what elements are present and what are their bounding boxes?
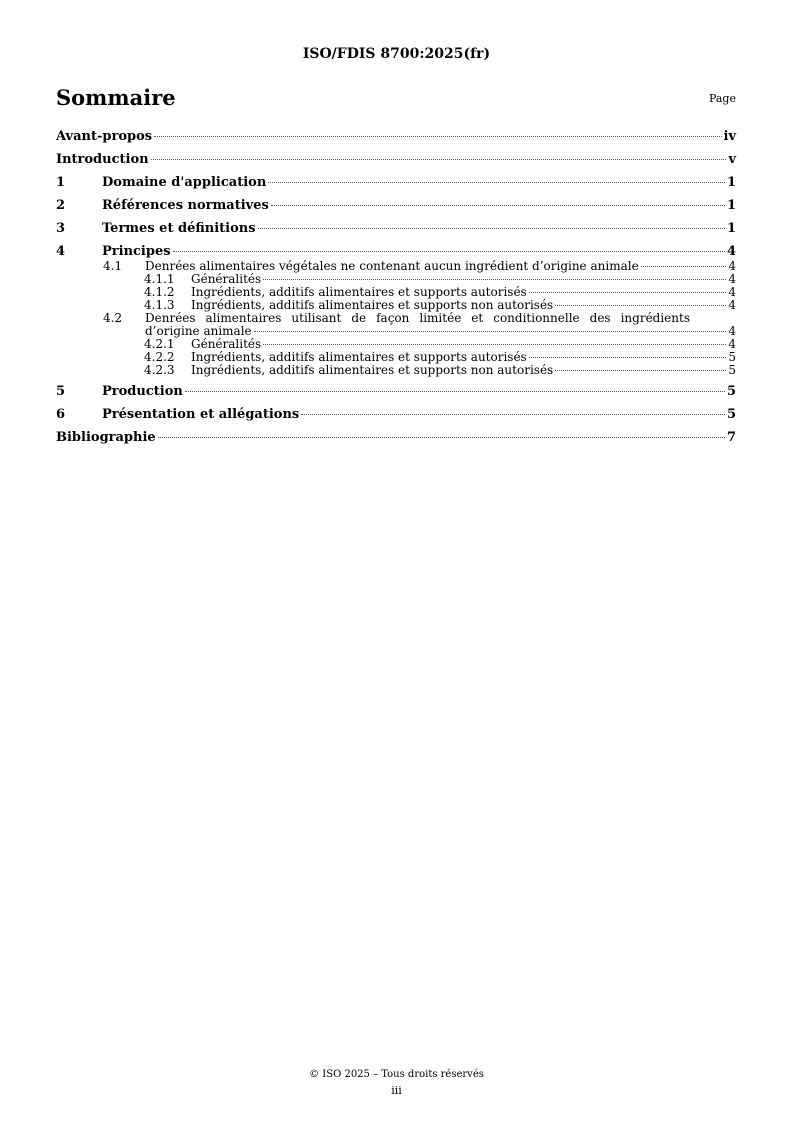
page-footer [0, 1067, 793, 1099]
toc-entry-page: 1 [726, 221, 736, 236]
toc-entry-title: Domaine d'application [102, 175, 267, 190]
dot-leader [254, 331, 727, 332]
dot-leader [529, 357, 727, 358]
toc-entry-4[interactable] [56, 243, 736, 260]
toc-entry-title: Références normatives [102, 198, 269, 213]
toc-entry-page: 4 [728, 298, 736, 312]
toc-entry-title: Présentation et allégations [102, 407, 300, 422]
page-number: iii [391, 1084, 402, 1097]
toc-entry-5[interactable] [56, 383, 736, 400]
toc-entry-title: Ingrédients, additifs alimentaires et supports autorisés [191, 350, 527, 364]
toc-entry-number: 4.1.1 [144, 272, 175, 286]
toc-entry-title: Production [102, 384, 183, 399]
toc-entry-bibliographie[interactable] [56, 429, 736, 446]
dot-leader [151, 159, 727, 160]
copyright-notice: © ISO 2025 – Tous droits réservés [309, 1069, 484, 1080]
toc-entry-6[interactable] [56, 406, 736, 423]
toc-entry-4-2[interactable] [56, 312, 736, 338]
dot-leader [263, 344, 726, 345]
toc-entry-number: 4.1 [103, 259, 123, 273]
toc-entry-page: v [728, 152, 736, 167]
dot-leader [555, 305, 726, 306]
toc-entry-page: 4 [728, 259, 736, 273]
toc-entry-page: 1 [726, 175, 736, 190]
toc-entry-number: 4.2.1 [144, 337, 175, 351]
toc-entry-page: 5 [726, 384, 736, 399]
toc-entry-3[interactable] [56, 220, 736, 237]
dot-leader [555, 370, 726, 371]
toc-entry-page: 7 [726, 430, 736, 445]
dot-leader [271, 205, 725, 206]
toc-entry-number: 4 [56, 244, 66, 259]
toc-entry-title: Ingrédients, additifs alimentaires et supports autorisés [191, 285, 527, 299]
toc-entry-1[interactable] [56, 174, 736, 191]
toc-entry-number: 6 [56, 407, 66, 422]
dot-leader [158, 437, 725, 438]
toc-entry-number: 1 [56, 175, 66, 190]
table-of-contents [56, 128, 736, 446]
toc-entry-title: Ingrédients, additifs alimentaires et supports non autorisés [191, 298, 554, 312]
toc-entry-page: 4 [728, 337, 736, 351]
toc-entry-title: Ingrédients, additifs alimentaires et supports non autorisés [191, 363, 554, 377]
toc-entry-page: iv [723, 129, 736, 144]
toc-entry-page: 1 [726, 198, 736, 213]
document-id: ISO/FDIS 8700:2025(fr) [302, 46, 491, 62]
toc-entry-title: Généralités [191, 272, 262, 286]
toc-entry-number: 3 [56, 221, 66, 236]
dot-leader [185, 391, 725, 392]
toc-entry-title: Bibliographie [56, 430, 156, 445]
toc-entry-4-2-3[interactable] [56, 364, 736, 377]
toc-entry-title: Principes [102, 244, 171, 259]
toc-entry-introduction[interactable] [56, 151, 736, 168]
toc-entry-number: 5 [56, 384, 66, 399]
toc-entry-page: 5 [726, 407, 736, 422]
toc-entry-page: 5 [728, 350, 736, 364]
toc-entry-title: Termes et définitions [102, 221, 256, 236]
toc-entry-title-continued: d’origine animale [145, 324, 252, 338]
dot-leader [641, 266, 727, 267]
dot-leader [529, 292, 727, 293]
toc-entry-number: 4.1.3 [144, 298, 175, 312]
toc-entry-page: 4 [728, 272, 736, 286]
toc-entry-number: 4.2.2 [144, 350, 175, 364]
dot-leader [173, 251, 725, 252]
page-column-label: Page [708, 92, 736, 105]
toc-entry-page: 5 [728, 363, 736, 377]
toc-entry-page: 4 [726, 244, 736, 259]
toc-entry-page: 4 [728, 324, 736, 338]
dot-leader [154, 136, 721, 137]
toc-entry-title: Denrées alimentaires végétales ne contenant aucun ingrédient d’origine animale [145, 259, 639, 273]
dot-leader [268, 182, 725, 183]
toc-entry-title: Avant-propos [56, 129, 153, 144]
toc-entry-number: 2 [56, 198, 66, 213]
toc-entry-number: 4.2.3 [144, 363, 175, 377]
toc-entry-number: 4.2 [103, 311, 123, 325]
toc-entry-avant-propos[interactable] [56, 128, 736, 145]
dot-leader [301, 414, 725, 415]
toc-entry-number: 4.1.2 [144, 285, 175, 299]
toc-entry-title: Introduction [56, 152, 149, 167]
toc-entry-2[interactable] [56, 197, 736, 214]
toc-entry-title: Denrées alimentaires utilisant de façon limitée et conditionnelle des ingrédients [145, 311, 690, 325]
toc-entry-title: Généralités [191, 337, 262, 351]
dot-leader [263, 279, 726, 280]
dot-leader [258, 228, 725, 229]
toc-entry-page: 4 [728, 285, 736, 299]
page-title: Sommaire [56, 85, 176, 110]
